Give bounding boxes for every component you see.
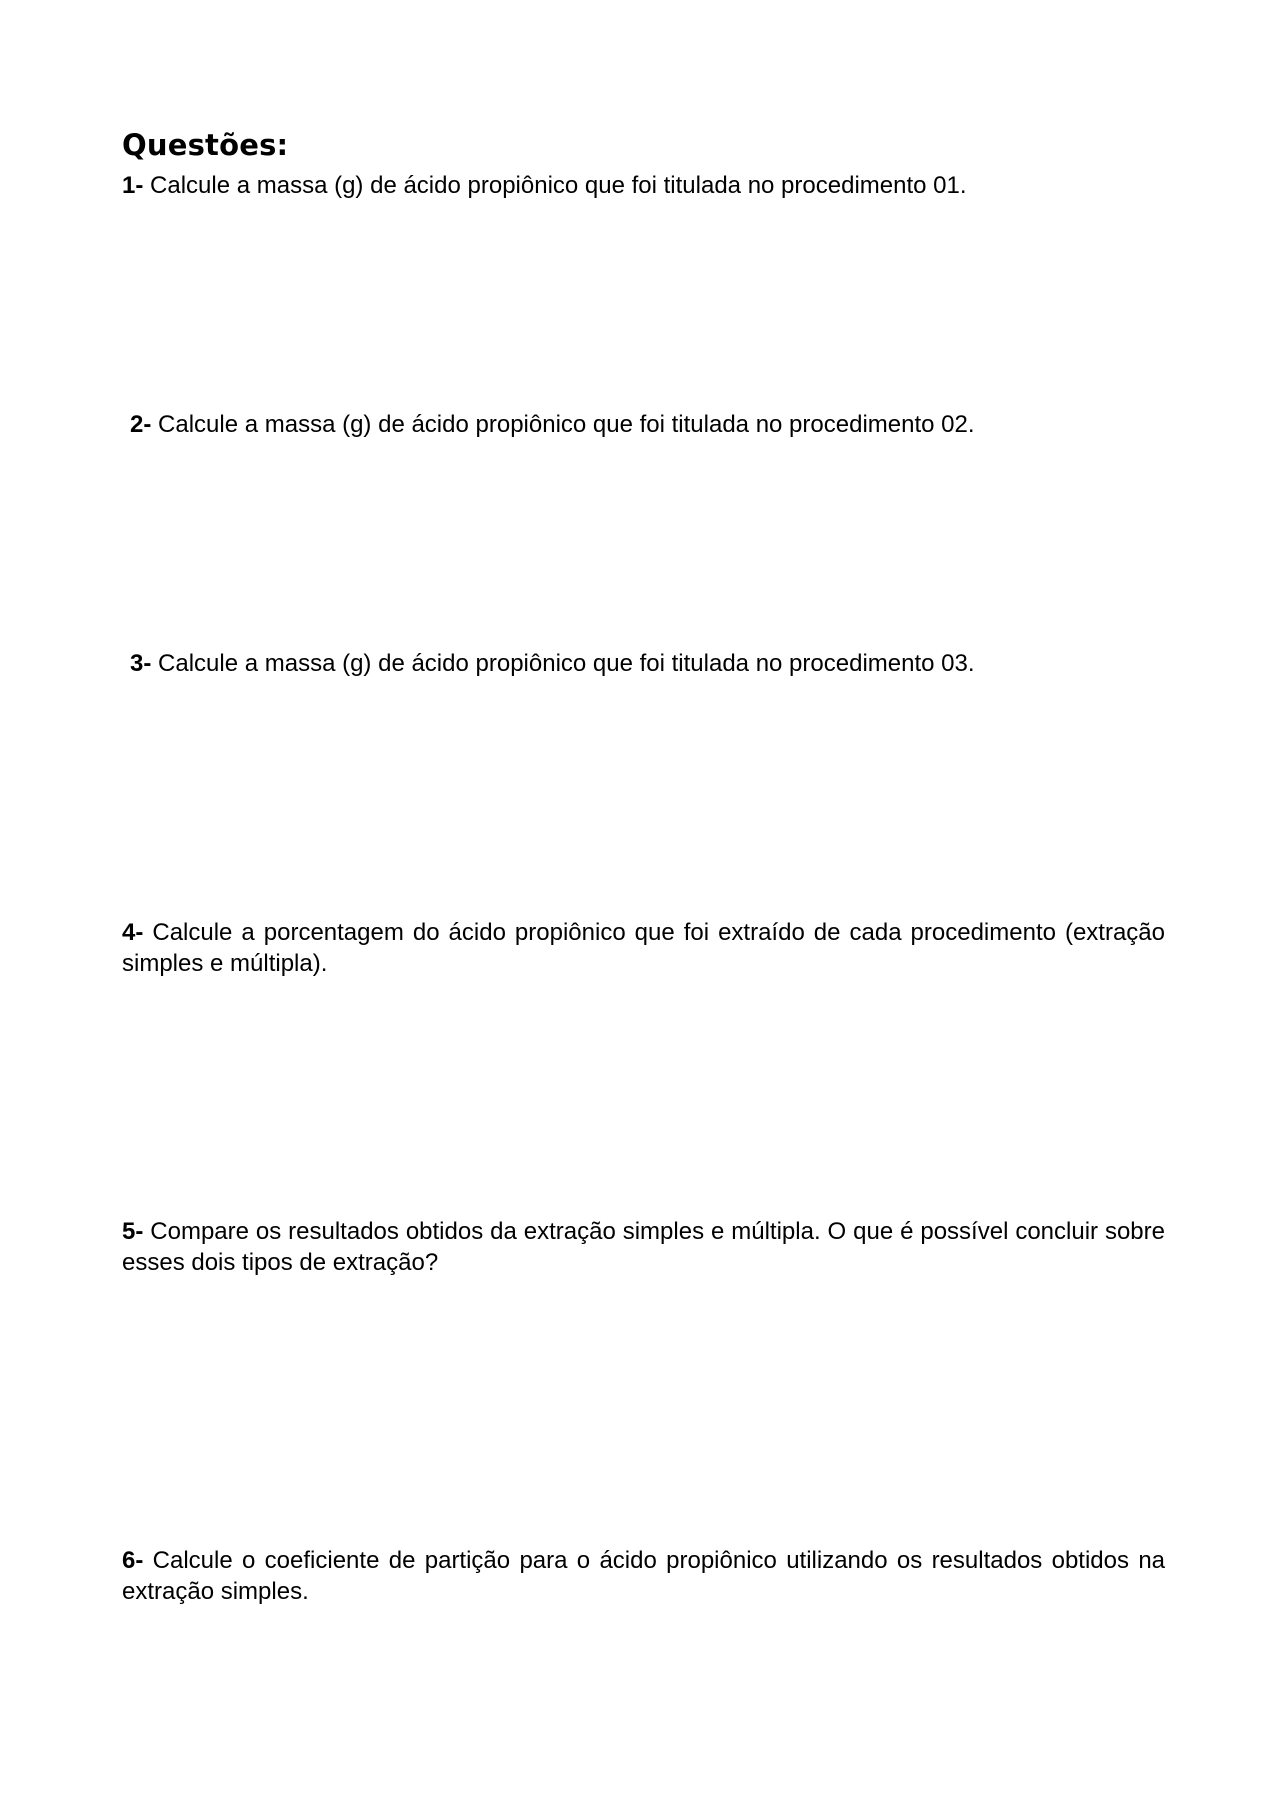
question-text: Calcule a porcentagem do ácido propiônico que foi extraído de cada procedimento (extração simples e múltipla). [122, 919, 1166, 977]
question-number: 5- [122, 1218, 144, 1245]
question-5 [122, 1216, 1165, 1278]
question-4 [122, 917, 1165, 979]
question-number: 1- [122, 172, 144, 199]
question-3 [130, 648, 975, 679]
question-text: Calcule a massa (g) de ácido propiônico que foi titulada no procedimento 03. [158, 650, 975, 677]
question-number: 2- [130, 411, 152, 438]
question-6 [122, 1545, 1165, 1607]
question-2 [130, 409, 975, 440]
question-number: 4- [122, 919, 144, 946]
question-1 [122, 170, 967, 201]
question-text: Compare os resultados obtidos da extração simples e múltipla. O que é possível concluir sobre esses dois tipos de extração? [122, 1218, 1165, 1276]
question-text: Calcule a massa (g) de ácido propiônico que foi titulada no procedimento 01. [150, 172, 967, 199]
page-title: Questões: [122, 128, 289, 162]
question-number: 6- [122, 1547, 144, 1574]
question-number: 3- [130, 650, 152, 677]
question-text: Calcule a massa (g) de ácido propiônico que foi titulada no procedimento 02. [158, 411, 975, 438]
question-text: Calcule o coeficiente de partição para o ácido propiônico utilizando os resultados obtidos na extração simples. [122, 1547, 1166, 1605]
